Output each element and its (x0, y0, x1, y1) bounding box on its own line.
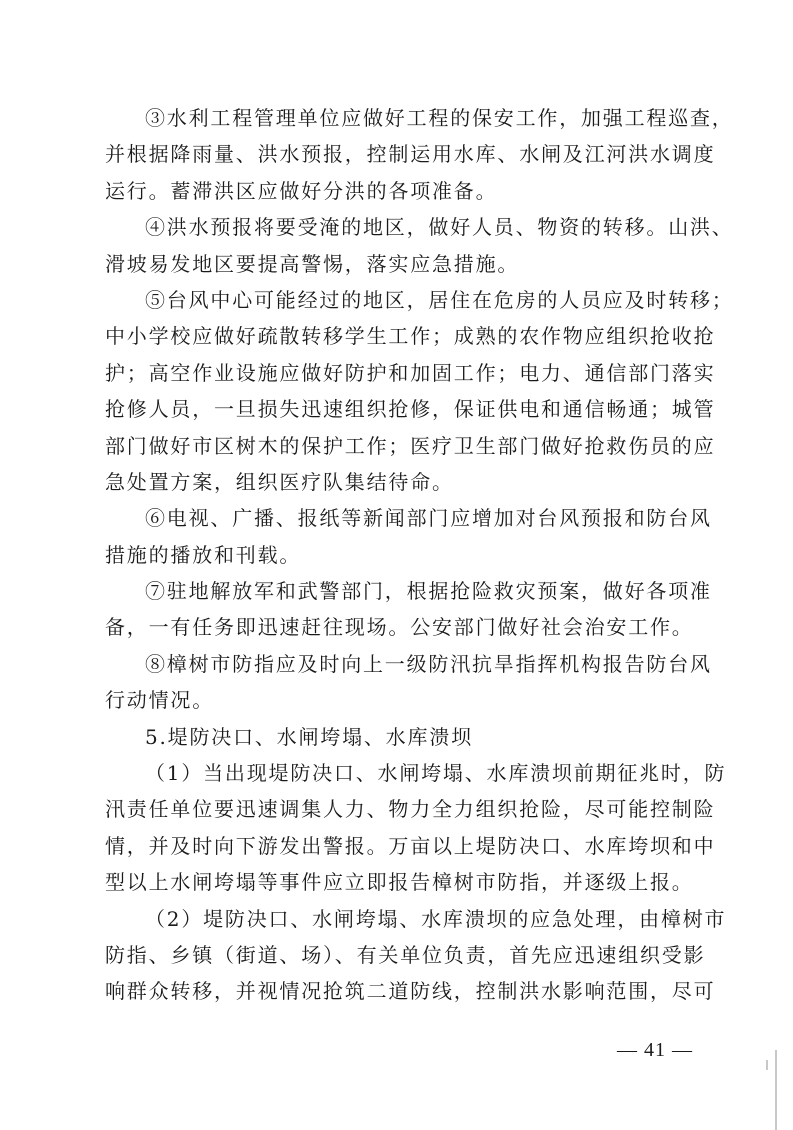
paragraph-item-7 (105, 573, 712, 646)
paragraph-item-4 (105, 209, 734, 282)
paragraph-item-6 (105, 500, 712, 573)
text-line: 汛责任单位要迅速调集人力、物力全力组织抢险，尽可能控制险 (105, 797, 716, 822)
text-line: 滑坡易发地区要提高警惕，落实应急措施。 (105, 251, 520, 276)
text-line: 抢修人员，一旦损失迅速组织抢修，保证供电和通信畅通；城管 (105, 397, 716, 422)
text-line: 响群众转移，并视情况抢筑二道防线，控制洪水影响范围，尽可 (105, 979, 716, 1004)
text-line: ③水利工程管理单位应做好工程的保安工作，加强工程巡查， (145, 106, 734, 130)
text-line: 行动情况。 (105, 688, 214, 713)
scan-edge-mark (775, 1050, 777, 1130)
paragraph-subitem-1 (105, 755, 727, 901)
text-line: 情，并及时向下游发出警报。万亩以上堤防决口、水库垮坝和中 (105, 833, 716, 858)
scan-edge-mark (766, 1060, 768, 1070)
text-line: 5.堤防决口、水闸垮塌、水库溃坝 (145, 724, 473, 749)
paragraph-item-5 (105, 282, 734, 500)
text-line: 型以上水闸垮塌等事件应立即报告樟树市防指，并逐级上报。 (105, 870, 694, 895)
paragraph-item-3 (105, 100, 734, 209)
text-line: 备，一有任务即迅速赶往现场。公安部门做好社会治安工作。 (105, 615, 694, 640)
text-line: ⑧樟树市防指应及时向上一级防汛抗旱指挥机构报告防台风 (145, 651, 712, 676)
page-number: — 41 — (617, 1039, 693, 1061)
body-text (105, 100, 734, 1010)
text-line: 措施的播放和刊载。 (105, 542, 302, 567)
text-line: （2）堤防决口、水闸垮塌、水库溃坝的应急处理，由樟树市 (145, 906, 727, 931)
text-line: ⑦驻地解放军和武警部门，根据抢险救灾预案，做好各项准 (145, 579, 712, 604)
text-line: 护；高空作业设施应做好防护和加固工作；电力、通信部门落实 (105, 360, 716, 385)
paragraph-subitem-2 (105, 901, 727, 1010)
text-line: 运行。蓄滞洪区应做好分洪的各项准备。 (105, 178, 498, 203)
text-line: ④洪水预报将要受淹的地区，做好人员、物资的转移。山洪、 (145, 215, 734, 240)
text-line: 急处置方案，组织医疗队集结待命。 (105, 469, 454, 494)
section-heading-5 (105, 719, 698, 755)
text-line: ⑥电视、广播、报纸等新闻部门应增加对台风预报和防台风 (145, 506, 712, 531)
text-line: （1）当出现堤防决口、水闸垮塌、水库溃坝前期征兆时，防 (145, 761, 727, 786)
text-line: 防指、乡镇（街道、场）、有关单位负责，首先应迅速组织受影 (105, 942, 706, 967)
paragraph-item-8 (105, 646, 712, 719)
text-line: 中小学校应做好疏散转移学生工作；成熟的农作物应组织抢收抢 (105, 324, 716, 349)
text-line: 并根据降雨量、洪水预报，控制运用水库、水闸及江河洪水调度 (105, 142, 716, 167)
text-line: 部门做好市区树木的保护工作；医疗卫生部门做好抢救伤员的应 (105, 433, 716, 458)
text-line: ⑤台风中心可能经过的地区，居住在危房的人员应及时转移； (145, 287, 734, 312)
